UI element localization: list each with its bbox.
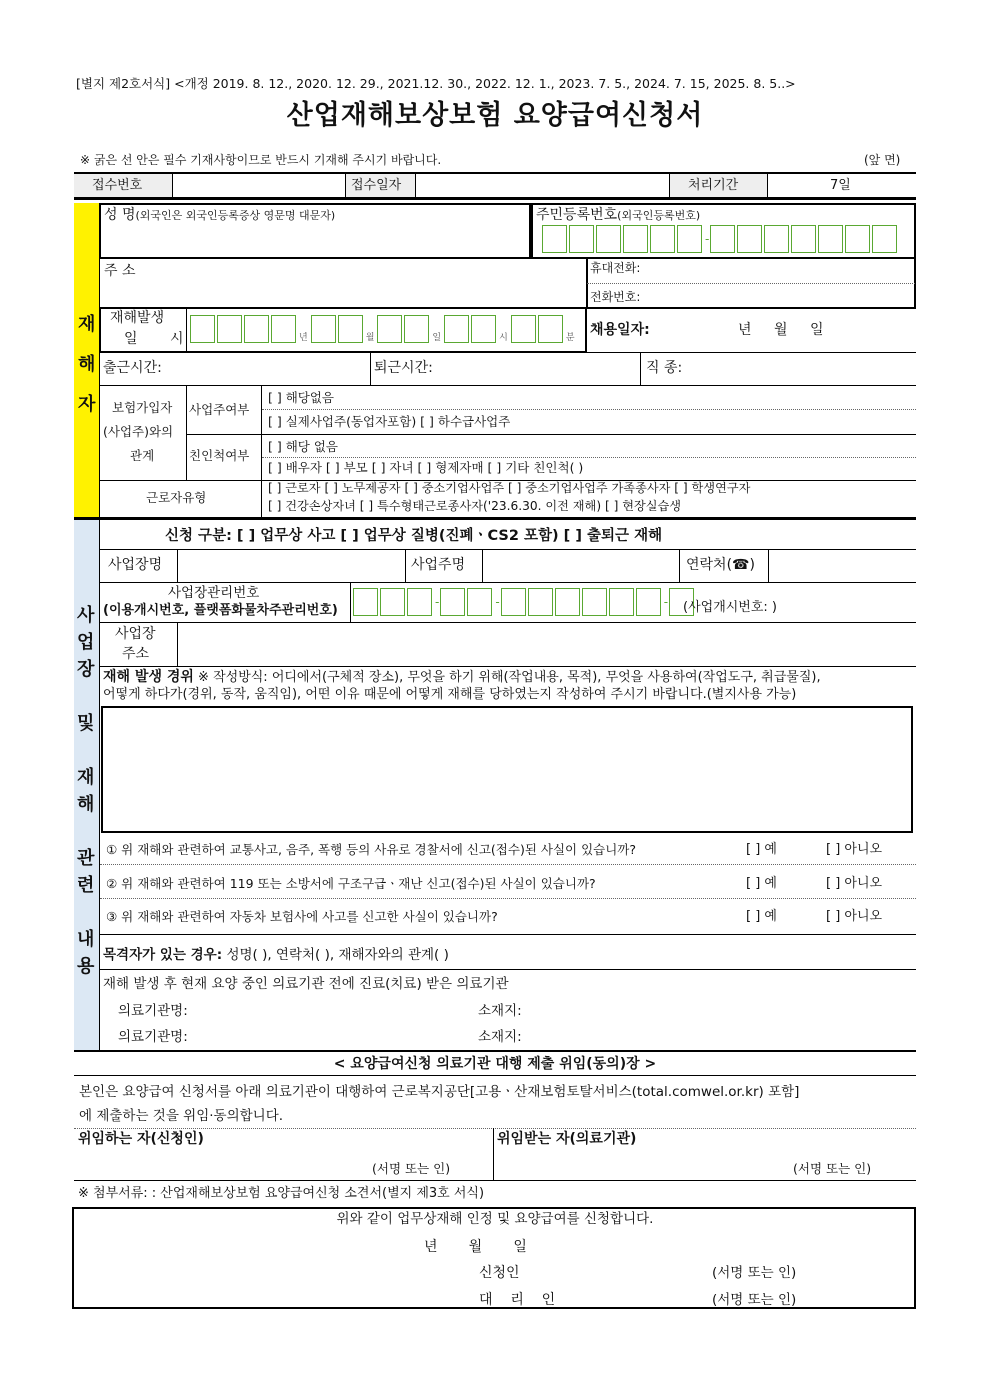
contact-label: 연락처(☎): [686, 557, 755, 573]
applicant-label: 신청인: [479, 1265, 520, 1281]
delegatee-label: 위임받는 자(의료기관): [497, 1131, 637, 1147]
witness-row[interactable]: 목격자가 있는 경우: 성명( ), 연락처( ), 재해자와의 관계( ): [103, 947, 449, 963]
rrn-digit-boxes[interactable]: -: [542, 225, 899, 253]
question-insurance: ③ 위 재해와 관련하여 자동차 보험사에 사고를 신고한 사실이 있습니까?: [106, 909, 498, 924]
relation-label-2: (사업주)와의: [103, 424, 174, 439]
form-number: [별지 제2호서식] <개정 2019. 8. 12., 2020. 12. 29., 2021.12. 30., 2022. 12. 1., 2023. 7. 5., 2024. 7. 15, 2025. 8. 5..>: [76, 76, 796, 91]
job-type-label: 직 종:: [646, 360, 683, 376]
medical-institution-1-name[interactable]: 의료기관명:: [118, 1003, 188, 1019]
worker-type-options-1[interactable]: [ ] 근로자 [ ] 노무제공자 [ ] 중소기업사업주 [ ] 중소기업사업주 가족종사자 [ ] 학생연구자: [268, 481, 751, 495]
delegator-label: 위임하는 자(신청인): [78, 1131, 204, 1147]
site-name-label: 사업장명: [108, 557, 163, 573]
commute-end-label: 퇴근시간:: [374, 360, 433, 376]
site-address-label-2: 주소: [122, 646, 150, 662]
medical-institution-1-location[interactable]: 소재지:: [478, 1003, 522, 1019]
worker-type-label: 근로자유형: [146, 490, 207, 505]
worker-type-options-2[interactable]: [ ] 건강손상자녀 [ ] 특수형태근로종사자('23.6.30. 이전 재해) [ ] 현장실습생: [268, 499, 682, 513]
processing-period-value: 7일: [830, 178, 851, 193]
hire-date-ymd: 년 월 일: [738, 322, 824, 338]
page-title: 산업재해보상보험 요양급여신청서: [286, 100, 704, 131]
claim-type-options[interactable]: 신청 구분: [ ] 업무상 사고 [ ] 업무상 질병(진폐ㆍCS2 포함) [ ] 출퇴근 재해: [165, 528, 663, 544]
employer-option-actual[interactable]: [ ] 실제사업주(동업자포함) [ ] 하수급사업주: [268, 414, 511, 429]
agent-label: 대 리 인: [479, 1292, 556, 1308]
question-insurance-yes[interactable]: [ ] 예: [746, 909, 777, 924]
delegatee-signature[interactable]: (서명 또는 인): [793, 1161, 872, 1176]
accident-history-guide-2: 어떻게 하다가(경위, 동작, 움직임), 어떤 이유 때문에 어떻게 재해를 당하였는지 작성하여 주시기 바랍니다.(별지사용 가능): [103, 687, 797, 702]
applicant-signature[interactable]: (서명 또는 인): [712, 1265, 797, 1281]
medical-institution-2-name[interactable]: 의료기관명:: [118, 1029, 188, 1045]
attachment-note: ※ 첨부서류: : 산업재해보상보험 요양급여신청 소견서(별지 제3호 서식): [78, 1186, 485, 1201]
required-notice: ※ 굵은 선 안은 필수 기재사항이므로 반드시 기재해 주시기 바랍니다.: [80, 153, 442, 167]
receipt-date-label: 접수일자: [351, 178, 402, 193]
mgmt-no-boxes[interactable]: - - -: [353, 588, 696, 616]
prior-medical-label: 재해 발생 후 현재 요양 중인 의료기관 전에 진료(치료) 받은 의료기관: [103, 976, 509, 992]
medical-institution-2-location[interactable]: 소재지:: [478, 1029, 522, 1045]
phone-label: 전화번호:: [590, 290, 641, 304]
address-label: 주 소: [104, 263, 136, 279]
relation-label-3: 관계: [130, 448, 155, 463]
victim-section-label: 재해자: [78, 314, 96, 415]
workplace-section-label: 사 업 장 및 재 해 관 련 내 용: [77, 605, 95, 977]
accident-datetime-label-1: 재해발생: [110, 310, 165, 326]
owner-name-label: 사업주명: [411, 557, 466, 573]
mobile-label: 휴대전화:: [590, 261, 641, 275]
question-police-yes[interactable]: [ ] 예: [746, 842, 777, 857]
hire-date-label: 채용일자:: [590, 322, 650, 338]
kinship-options[interactable]: [ ] 배우자 [ ] 부모 [ ] 자녀 [ ] 형제자매 [ ] 기타 친인척( ): [268, 460, 584, 475]
delegator-signature[interactable]: (서명 또는 인): [372, 1161, 451, 1176]
receipt-number-label: 접수번호: [92, 178, 143, 193]
delegation-text-1: 본인은 요양급여 신청서를 아래 의료기관이 대행하여 근로복지공단[고용ㆍ산재보험토탈서비스(total.comwel.or.kr) 포함]: [79, 1084, 800, 1100]
question-police: ① 위 재해와 관련하여 교통사고, 음주, 폭행 등의 사유로 경찰서에 신고(접수)된 사실이 있습니까?: [106, 842, 636, 857]
kinship-option-none[interactable]: [ ] 해당 없음: [268, 439, 338, 454]
site-address-label-1: 사업장: [115, 626, 156, 642]
accident-history-header: 재해 발생 경위 ※ 작성방식: 어디에서(구체적 장소), 무엇을 하기 위해(작업내용, 목적), 무엇을 사용하여(작업도구, 취급물질),: [103, 669, 821, 685]
name-label: 성 명(외국인은 외국인등록증상 영문명 대문자): [104, 207, 336, 223]
accident-history-textarea[interactable]: [101, 706, 913, 833]
mgmt-no-label-1: 사업장관리번호: [168, 585, 260, 601]
question-119-no[interactable]: [ ] 아니오: [826, 876, 883, 891]
commute-start-label: 출근시간:: [103, 360, 162, 376]
question-119-yes[interactable]: [ ] 예: [746, 876, 777, 891]
question-119: ② 위 재해와 관련하여 119 또는 소방서에 구조구급ㆍ재난 신고(접수)된 사실이 있습니까?: [106, 876, 596, 891]
accident-datetime-label-2: 일 시: [124, 331, 198, 347]
question-police-no[interactable]: [ ] 아니오: [826, 842, 883, 857]
accident-datetime-boxes[interactable]: 년 월 일 시 분: [190, 315, 578, 343]
front-side-label: (앞 면): [864, 153, 901, 167]
employer-question: 사업주여부: [189, 402, 250, 417]
delegation-text-2: 에 제출하는 것을 위임·동의합니다.: [79, 1108, 284, 1124]
mgmt-no-label-2: (이용개시번호, 플랫폼화물차주관리번호): [103, 603, 338, 618]
processing-period-label: 처리기간: [688, 178, 739, 193]
delegation-title: < 요양급여신청 의료기관 대행 제출 위임(동의)장 >: [333, 1056, 657, 1072]
relation-label-1: 보험가입자: [112, 400, 173, 415]
application-date[interactable]: 년 월 일: [424, 1239, 527, 1255]
employer-option-none[interactable]: [ ] 해당없음: [268, 390, 335, 405]
kinship-question: 친인척여부: [189, 448, 250, 463]
question-insurance-no[interactable]: [ ] 아니오: [826, 909, 883, 924]
declaration-statement: 위와 같이 업무상재해 인정 및 요양급여를 신청합니다.: [336, 1211, 654, 1227]
rrn-label: 주민등록번호(외국인등록번호): [536, 207, 701, 223]
biz-start-no: (사업개시번호: ): [683, 600, 778, 615]
agent-signature[interactable]: (서명 또는 인): [712, 1292, 797, 1308]
